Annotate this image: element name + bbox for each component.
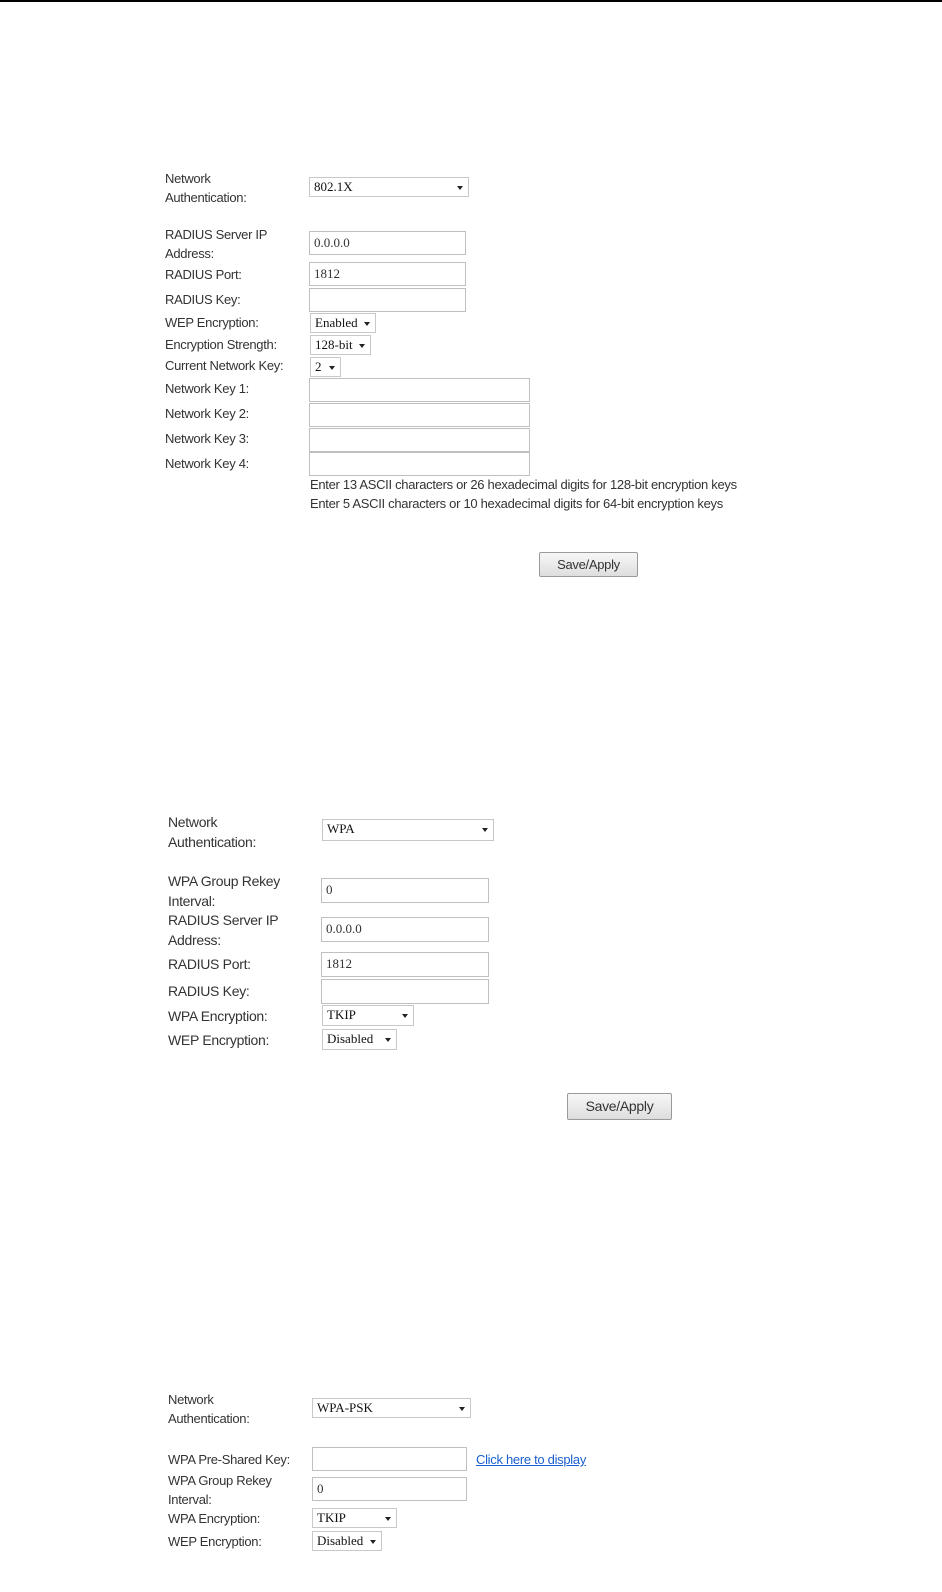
wpa-rekey-label-line2: Interval: [168,893,216,909]
current-network-key-select-value: 2 [315,359,322,374]
current-network-key-label: Current Network Key: [165,358,284,373]
network-key-2-label: Network Key 2: [165,406,249,421]
radius-port-label: RADIUS Port: [165,267,242,282]
radius-key-label: RADIUS Key: [165,292,241,307]
wpa-rekey-label-line1: WPA Group Rekey [168,873,280,889]
radius-port-label: RADIUS Port: [168,956,251,972]
network-auth-select-value: 802.1X [314,179,353,194]
network-key-4-input[interactable] [309,452,530,476]
network-key-1-input[interactable] [309,378,530,402]
network-auth-label-line2: Authentication: [168,1411,250,1426]
wpa-rekey-label-line1: WPA Group Rekey [168,1473,272,1488]
chevron-down-icon [385,1517,391,1521]
wpa-rekey-input[interactable]: 0 [321,878,489,903]
wpa-encryption-label: WPA Encryption: [168,1511,261,1526]
encryption-strength-select[interactable] [310,335,371,355]
wpa-encryption-select[interactable] [322,1005,414,1026]
network-key-3-input[interactable] [309,428,530,452]
wep-encryption-select-value: Disabled [317,1533,364,1548]
encryption-strength-select-value: 128-bit [315,337,353,352]
network-auth-select-value: WPA-PSK [317,1400,373,1415]
wpa-psk-label: WPA Pre-Shared Key: [168,1452,290,1467]
network-auth-select[interactable] [322,819,494,841]
encryption-strength-label: Encryption Strength: [165,337,277,352]
radius-ip-input[interactable]: 0.0.0.0 [321,917,489,942]
wep-encryption-label: WEP Encryption: [168,1534,262,1549]
network-auth-label-line2: Authentication: [168,834,257,850]
radius-key-label: RADIUS Key: [168,983,250,999]
page-top-rule [0,0,942,2]
wep-encryption-label: WEP Encryption: [168,1032,270,1048]
wep-encryption-select-value: Enabled [315,315,358,330]
wpa-psk-input[interactable] [312,1447,467,1471]
key-hint-128bit: Enter 13 ASCII characters or 26 hexadecimal digits for 128-bit encryption keys [310,477,737,492]
radius-ip-label-line1: RADIUS Server IP [165,227,268,242]
chevron-down-icon [329,366,335,370]
radius-key-input[interactable] [321,979,489,1004]
wpa-encryption-select[interactable] [312,1508,397,1528]
chevron-down-icon [402,1014,408,1018]
network-auth-label-line1: Network [168,1392,214,1407]
network-key-1-label: Network Key 1: [165,381,249,396]
radius-ip-label-line1: RADIUS Server IP [168,912,279,928]
current-network-key-select[interactable] [310,357,341,377]
save-apply-button[interactable]: Save/Apply [567,1093,672,1120]
chevron-down-icon [459,1407,465,1411]
click-here-to-display-link[interactable]: Click here to display [476,1452,587,1467]
network-auth-label-line1: Network [168,814,218,830]
wep-encryption-select[interactable] [322,1029,397,1050]
radius-ip-label-line2: Address: [168,932,221,948]
radius-port-input[interactable]: 1812 [321,952,489,977]
network-key-3-label: Network Key 3: [165,431,249,446]
save-apply-button[interactable]: Save/Apply [539,552,638,577]
network-auth-label-line1: Network [165,171,211,186]
chevron-down-icon [457,186,463,190]
chevron-down-icon [370,1540,376,1544]
wpa-rekey-label-line2: Interval: [168,1492,212,1507]
network-auth-select[interactable] [309,177,469,197]
chevron-down-icon [359,344,365,348]
network-key-4-label: Network Key 4: [165,456,249,471]
radius-ip-input[interactable]: 0.0.0.0 [309,231,466,255]
network-key-2-input[interactable] [309,403,530,427]
chevron-down-icon [385,1038,391,1042]
wep-encryption-select[interactable] [312,1531,382,1551]
radius-port-input[interactable]: 1812 [309,262,466,286]
wep-encryption-select[interactable] [310,313,376,333]
network-auth-label-line2: Authentication: [165,190,247,205]
wpa-rekey-input[interactable]: 0 [312,1477,467,1501]
network-auth-select[interactable] [312,1398,471,1418]
wep-encryption-label: WEP Encryption: [165,315,259,330]
wpa-encryption-select-value: TKIP [317,1510,346,1525]
radius-key-input[interactable] [309,288,466,312]
wpa-encryption-select-value: TKIP [327,1007,356,1022]
network-auth-select-value: WPA [327,821,355,836]
key-hint-64bit: Enter 5 ASCII characters or 10 hexadecimal digits for 64-bit encryption keys [310,496,723,511]
chevron-down-icon [482,828,488,832]
wep-encryption-select-value: Disabled [327,1031,374,1046]
chevron-down-icon [364,322,370,326]
radius-ip-label-line2: Address: [165,246,214,261]
wpa-encryption-label: WPA Encryption: [168,1008,268,1024]
